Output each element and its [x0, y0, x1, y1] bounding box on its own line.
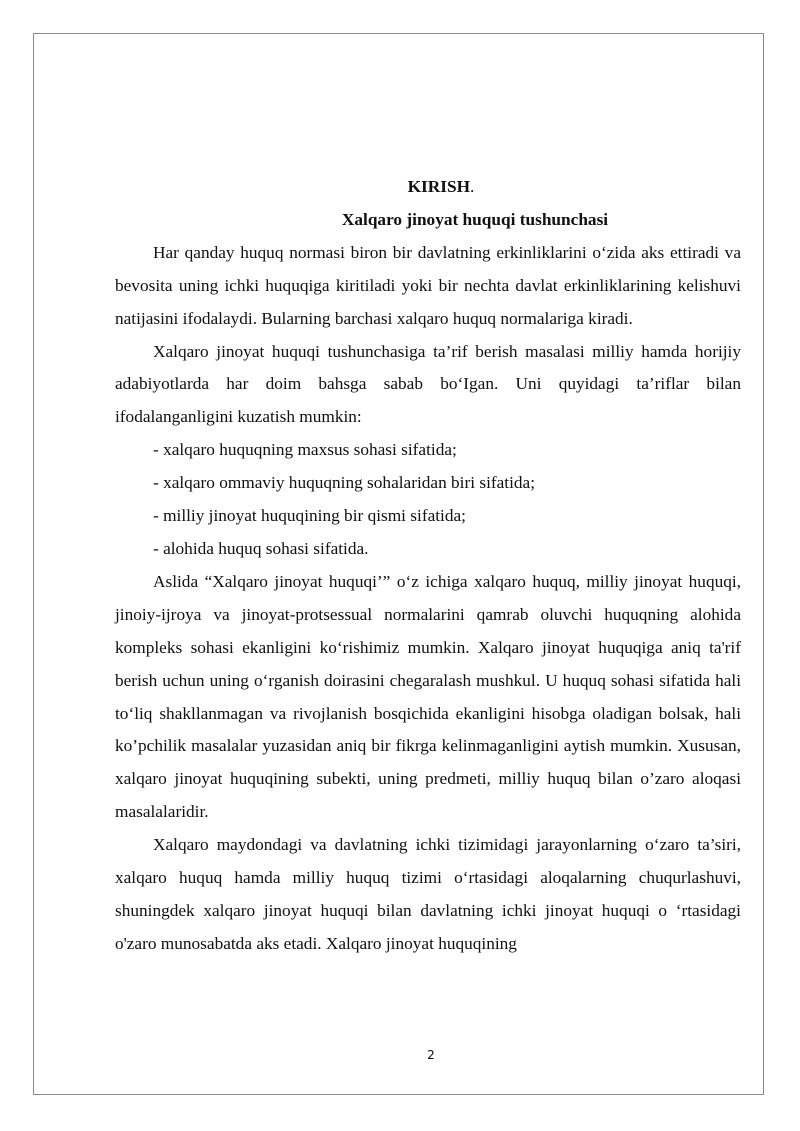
heading-text: KIRISH: [407, 177, 471, 196]
section-heading: [115, 171, 741, 204]
list-item: - xalqaro ommaviy huquqning sohalaridan biri sifatida;: [153, 473, 536, 493]
heading-punctuation: .: [470, 177, 475, 196]
paragraph: Xalqaro maydondagi va davlatning ichki tizimidagi jarayonlarning o‘zaro ta’siri, xalqaro huquq hamda milliy huquq tizimi o‘rtasidagi aloqalarning chuqurlashuvi, shuningdek xalqaro jinoyat huquqi bilan davlatning ichki jinoyat huquqi o ‘rtasidagi o'zaro munosabatda aks etadi. Xalqaro jinoyat huquqining: [115, 835, 741, 953]
list-item: - milliy jinoyat huquqining bir qismi sifatida;: [153, 506, 466, 526]
page-number: 2: [427, 1048, 435, 1062]
paragraph: Aslida “Xalqaro jinoyat huquqi’” o‘z ichiga xalqaro huquq, milliy jinoyat huquqi, jinoiy-ijroya va jinoyat-protsessual normalarini qamrab oluvchi huquqning alohida kompleks sohasi ekanligini ko‘rishimiz mumkin. Xalqaro jinoyat huquqiga aniq ta'rif berish uchun uning o‘rganish doirasini chegaralash mushkul. U huquq sohasi sifatida hali to‘liq shakllanmagan va rivojlanish bosqichida ekanligini hisobga oladigan bolsak, hali ko’pchilik masalalar yuzasidan aniq bir fikrga kelinmaganligini aytish mumkin. Xususan, xalqaro jinoyat huquqining subekti, uning predmeti, milliy huquq bilan o’zaro aloqasi masalalaridir.: [115, 571, 741, 822]
list-item: - xalqaro huquqning maxsus sohasi sifatida;: [153, 440, 457, 460]
list-item: - alohida huquq sohasi sifatida.: [153, 538, 369, 558]
document-body: [115, 171, 741, 961]
paragraph: Xalqaro jinoyat huquqi tushunchasiga ta’rif berish masalasi milliy hamda horijiy adabiyotlarda har doim bahsga sabab bo‘Igan. Uni quyidagi ta’riflar bilan ifodalanganligini kuzatish mumkin:: [115, 341, 741, 427]
section-subheading: Xalqaro jinoyat huquqi tushunchasi: [341, 209, 609, 229]
paragraph: Har qanday huquq normasi biron bir davlatning erkinliklarini o‘zida aks ettiradi va bevosita uning ichki huquqiga kiritiladi yoki bir nechta davlat erkinliklarining kelishuvi natijasini ifodalaydi. Bularning barchasi xalqaro huquq normalariga kiradi.: [115, 242, 741, 328]
